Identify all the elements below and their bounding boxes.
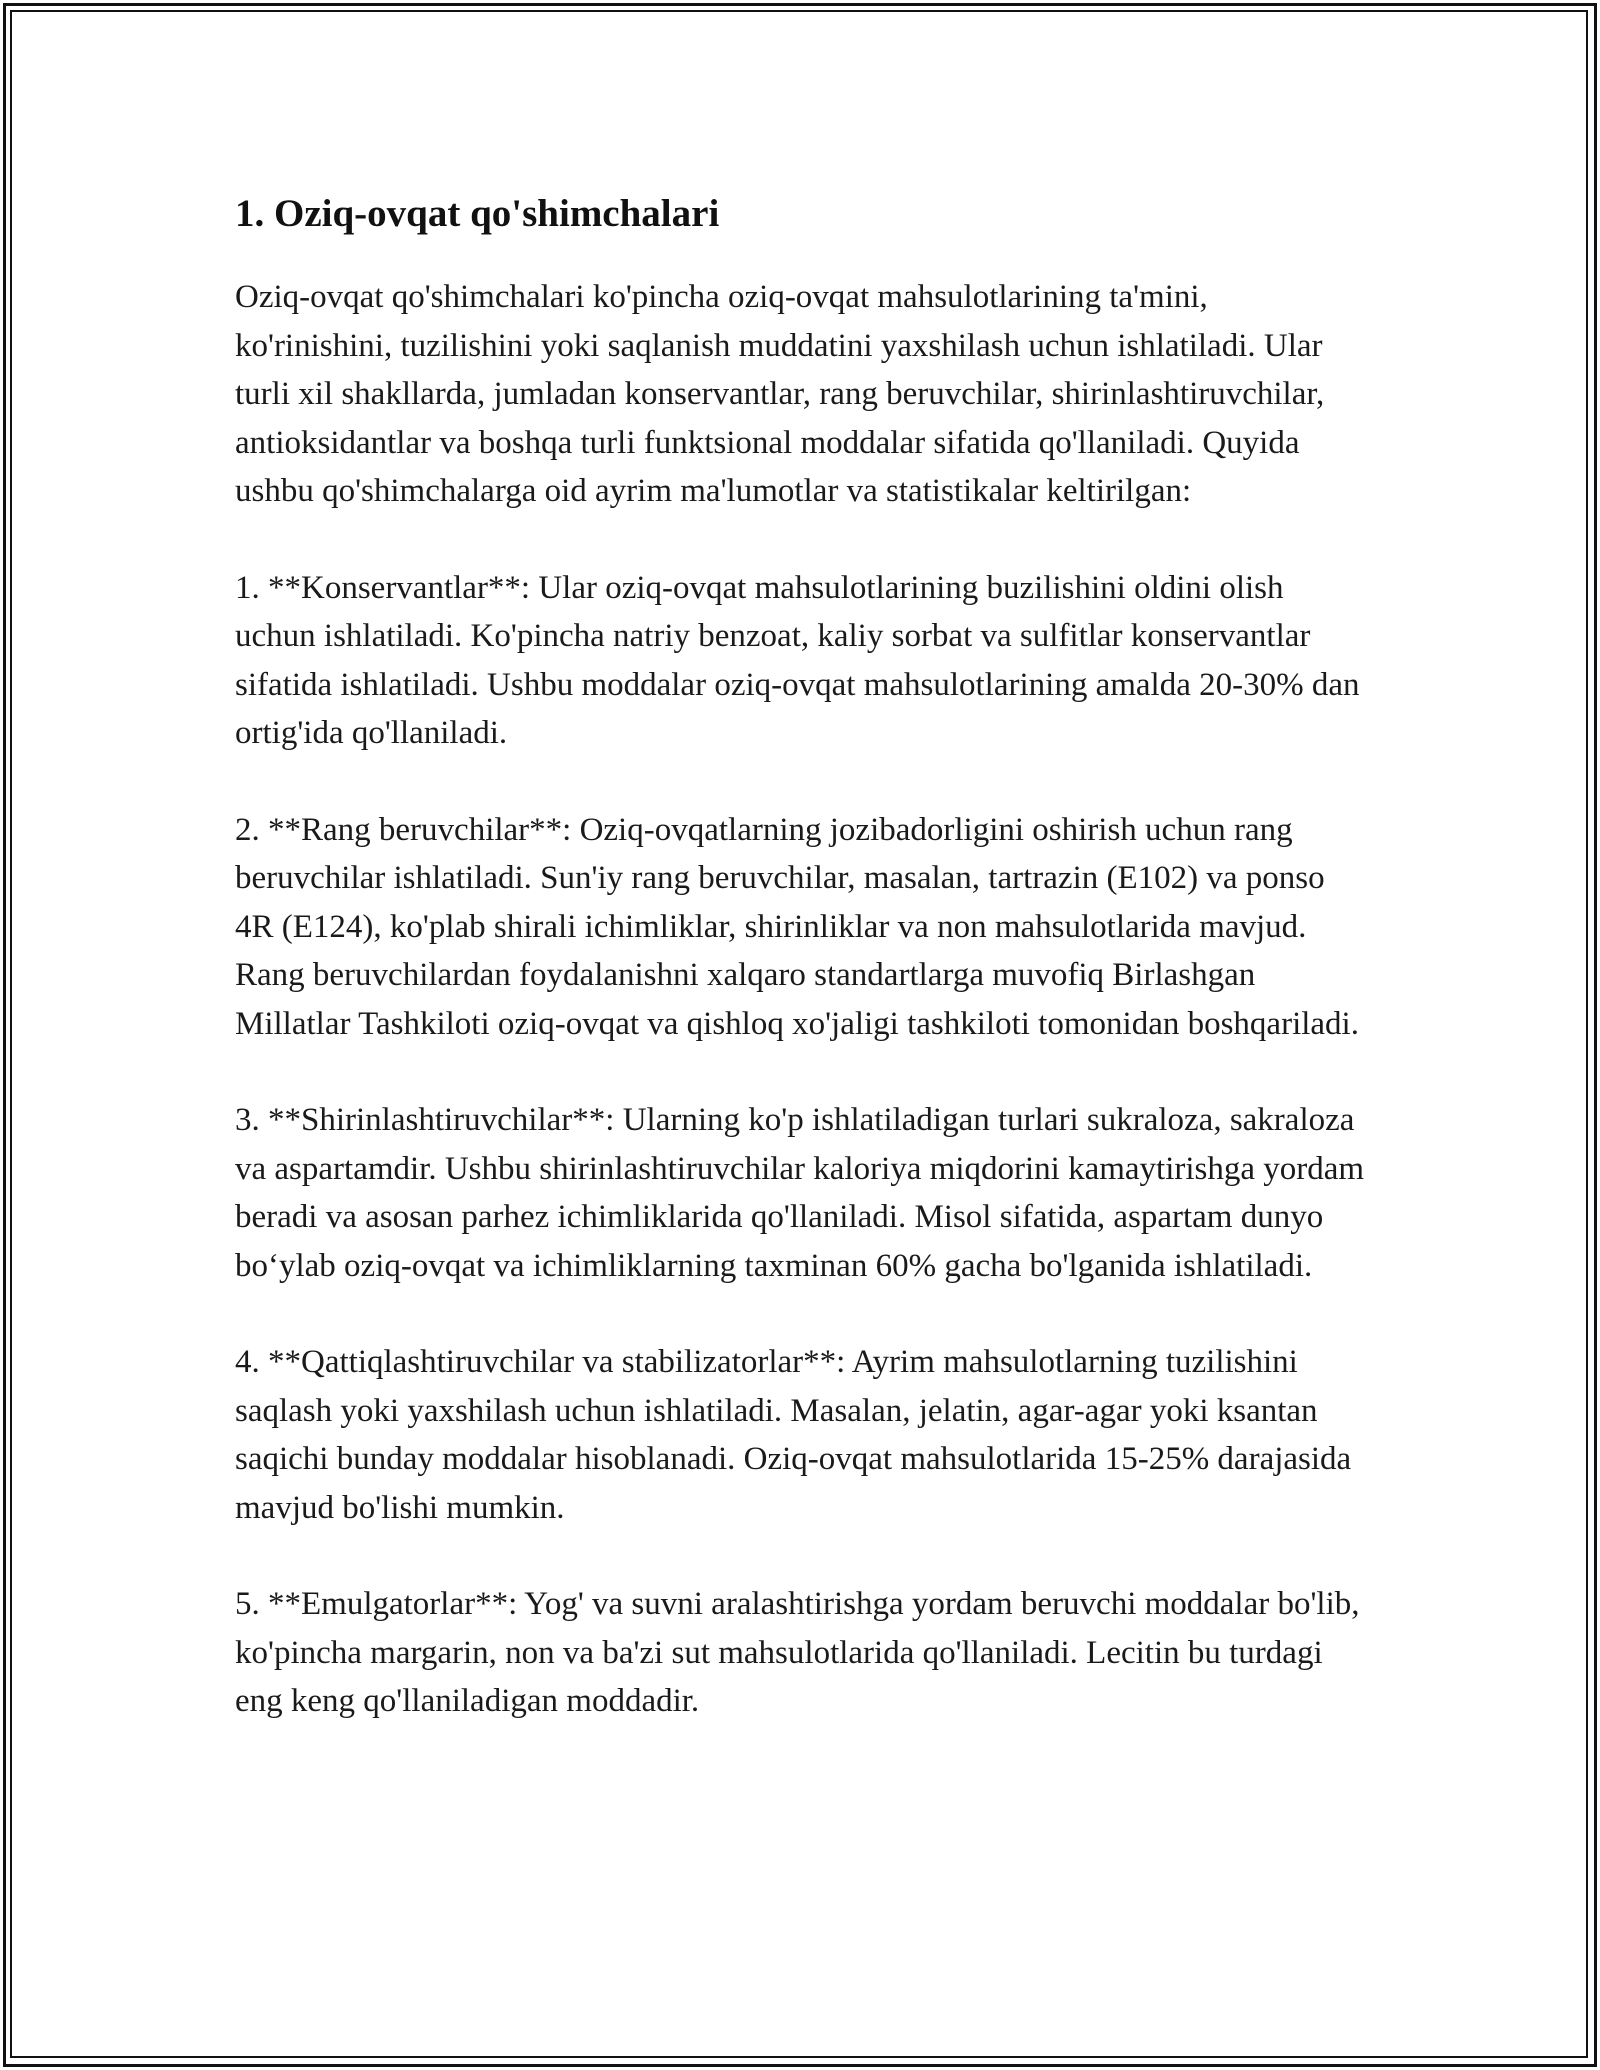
document-body xyxy=(235,185,1365,1774)
intro-paragraph: Oziq-ovqat qo'shimchalari ko'pincha oziq-ovqat mahsulotlarining ta'mini, ko'rinishini, tuzilishini yoki saqlanish muddatini yaxshilash uchun ishlatiladi. Ular turli xil shakllarda, jumladan konservantlar, rang beruvchilar, shirinlashtiruvchilar, antioksidantlar va boshqa turli funktsional moddalar sifatida qo'llaniladi. Quyida ushbu qo'shimchalarga oid ayrim ma'lumotlar va statistikalar keltirilgan: xyxy=(235,279,1325,509)
page-title: 1. Oziq-ovqat qo'shimchalari xyxy=(235,192,720,235)
preservatives-paragraph: 1. **Konservantlar**: Ular oziq-ovqat mahsulotlarining buzilishini oldini olish uchun ishlatiladi. Ko'pincha natriy benzoat, kaliy sorbat va sulfitlar konservantlar sifatida ishlatiladi. Ushbu moddalar oziq-ovqat mahsulotlarining amalda 20-30% dan ortig'ida qo'llaniladi. xyxy=(235,569,1360,751)
thickeners-paragraph: 4. **Qattiqlashtiruvchilar va stabilizatorlar**: Ayrim mahsulotlarning tuzilishini saqlash yoki yaxshilash uchun ishlatiladi. Masalan, jelatin, agar-agar yoki ksantan saqichi bunday moddalar hisoblanadi. Oziq-ovqat mahsulotlarida 15-25% darajasida mavjud bo'lishi mumkin. xyxy=(235,1344,1352,1526)
colorants-paragraph: 2. **Rang beruvchilar**: Oziq-ovqatlarning jozibadorligini oshirish uchun rang beruvchilar ishlatiladi. Sun'iy rang beruvchilar, masalan, tartrazin (E102) va ponso 4R (E124), ko'plab shirali ichimliklar, shirinliklar va non mahsulotlarida mavjud. Rang beruvchilardan foydalanishni xalqaro standartlarga muvofiq Birlashgan Millatlar Tashkiloti oziq-ovqat va qishloq xo'jaligi tashkiloti tomonidan boshqariladi. xyxy=(235,811,1359,1042)
sweeteners-paragraph: 3. **Shirinlashtiruvchilar**: Ularning ko'p ishlatiladigan turlari sukraloza, sakraloza va aspartamdir. Ushbu shirinlashtiruvchilar kaloriya miqdorini kamaytirishga yordam beradi va asosan parhez ichimliklarida qo'llaniladi. Misol sifatida, aspartam dunyo bo‘ylab oziq-ovqat va ichimliklarning taxminan 60% gacha bo'lganida ishlatiladi. xyxy=(235,1102,1365,1284)
emulsifiers-paragraph: 5. **Emulgatorlar**: Yog' va suvni aralashtirishga yordam beruvchi moddalar bo'lib, ko'pincha margarin, non va ba'zi sut mahsulotlarida qo'llaniladi. Lecitin bu turdagi eng keng qo'llaniladigan moddadir. xyxy=(235,1586,1360,1719)
